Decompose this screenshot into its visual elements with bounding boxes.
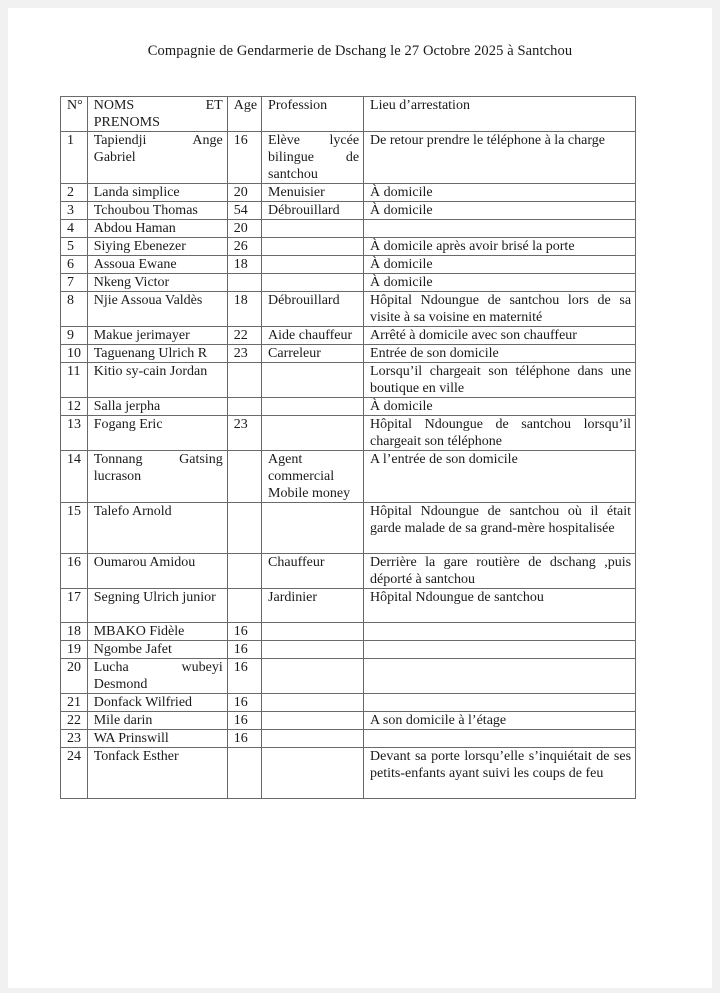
arrest-location: Hôpital Ndoungue de santchou lorsqu’il chargeait son téléphone <box>364 416 636 451</box>
person-profession <box>262 641 364 659</box>
row-number: 13 <box>61 416 88 451</box>
row-number: 7 <box>61 274 88 292</box>
row-number: 20 <box>61 659 88 694</box>
person-age: 26 <box>227 238 261 256</box>
table-row <box>61 503 636 554</box>
row-number: 22 <box>61 712 88 730</box>
person-profession <box>262 274 364 292</box>
person-name: Talefo Arnold <box>87 503 227 554</box>
row-number: 2 <box>61 184 88 202</box>
person-name: Oumarou Amidou <box>87 554 227 589</box>
table-row <box>61 132 636 184</box>
person-name: Segning Ulrich junior <box>87 589 227 623</box>
col-header-location: Lieu d’arrestation <box>364 97 636 132</box>
table-row <box>61 327 636 345</box>
row-number: 8 <box>61 292 88 327</box>
table-row <box>61 451 636 503</box>
person-profession: Débrouillard <box>262 292 364 327</box>
person-age: 20 <box>227 220 261 238</box>
person-profession <box>262 659 364 694</box>
arrest-location <box>364 220 636 238</box>
person-name: MBAKO Fidèle <box>87 623 227 641</box>
table-row <box>61 694 636 712</box>
arrest-location: Arrêté à domicile avec son chauffeur <box>364 327 636 345</box>
person-profession <box>262 220 364 238</box>
arrest-location <box>364 641 636 659</box>
row-number: 18 <box>61 623 88 641</box>
person-name: Taguenang Ulrich R <box>87 345 227 363</box>
row-number: 6 <box>61 256 88 274</box>
person-age: 16 <box>227 641 261 659</box>
person-name: Tonfack Esther <box>87 748 227 799</box>
arrest-location: Devant sa porte lorsqu’elle s’inquiétait de ses petits-enfants ayant suivi les coups de feu <box>364 748 636 799</box>
person-age <box>227 589 261 623</box>
person-age <box>227 398 261 416</box>
person-profession <box>262 503 364 554</box>
person-profession <box>262 238 364 256</box>
arrest-location <box>364 730 636 748</box>
person-profession: Elève lycée bilingue de santchou <box>262 132 364 184</box>
person-age: 23 <box>227 416 261 451</box>
arrest-location: À domicile <box>364 398 636 416</box>
arrest-location: À domicile <box>364 256 636 274</box>
person-age: 54 <box>227 202 261 220</box>
person-profession <box>262 398 364 416</box>
person-age <box>227 451 261 503</box>
person-profession <box>262 416 364 451</box>
person-profession <box>262 748 364 799</box>
row-number: 1 <box>61 132 88 184</box>
person-age: 18 <box>227 292 261 327</box>
row-number: 23 <box>61 730 88 748</box>
col-header-number: N° <box>61 97 88 132</box>
arrest-location: Lorsqu’il chargeait son téléphone dans une boutique en ville <box>364 363 636 398</box>
table-row <box>61 220 636 238</box>
arrest-table <box>60 96 636 799</box>
person-name: Assoua Ewane <box>87 256 227 274</box>
arrest-location: Hôpital Ndoungue de santchou <box>364 589 636 623</box>
table-row <box>61 184 636 202</box>
person-name: Tonnang Gatsing lucrason <box>87 451 227 503</box>
person-age: 20 <box>227 184 261 202</box>
person-age <box>227 503 261 554</box>
table-row <box>61 730 636 748</box>
arrest-location <box>364 659 636 694</box>
arrest-location: À domicile <box>364 274 636 292</box>
person-age: 16 <box>227 712 261 730</box>
person-age: 23 <box>227 345 261 363</box>
person-name: Tchoubou Thomas <box>87 202 227 220</box>
arrest-location: A son domicile à l’étage <box>364 712 636 730</box>
row-number: 10 <box>61 345 88 363</box>
table-row <box>61 345 636 363</box>
person-age: 16 <box>227 132 261 184</box>
table-row <box>61 398 636 416</box>
arrest-location: À domicile <box>364 184 636 202</box>
table-row <box>61 748 636 799</box>
person-age: 16 <box>227 694 261 712</box>
table-row <box>61 292 636 327</box>
table-row <box>61 554 636 589</box>
person-age <box>227 748 261 799</box>
arrest-location <box>364 623 636 641</box>
person-age <box>227 274 261 292</box>
person-name: Donfack Wilfried <box>87 694 227 712</box>
table-header <box>61 97 636 132</box>
person-profession <box>262 694 364 712</box>
row-number: 14 <box>61 451 88 503</box>
table-body <box>61 132 636 799</box>
row-number: 9 <box>61 327 88 345</box>
person-name: Kitio sy-cain Jordan <box>87 363 227 398</box>
row-number: 16 <box>61 554 88 589</box>
table-row <box>61 641 636 659</box>
person-name: Makue jerimayer <box>87 327 227 345</box>
person-name: Tapiendji Ange Gabriel <box>87 132 227 184</box>
person-profession: Débrouillard <box>262 202 364 220</box>
row-number: 15 <box>61 503 88 554</box>
person-age: 18 <box>227 256 261 274</box>
row-number: 12 <box>61 398 88 416</box>
person-name: Ngombe Jafet <box>87 641 227 659</box>
person-name: WA Prinswill <box>87 730 227 748</box>
arrest-location: Hôpital Ndoungue de santchou lors de sa visite à sa voisine en maternité <box>364 292 636 327</box>
document-title: Compagnie de Gendarmerie de Dschang le 27 Octobre 2025 à Santchou <box>147 43 573 59</box>
person-profession: Chauffeur <box>262 554 364 589</box>
person-name: Landa simplice <box>87 184 227 202</box>
person-profession: Aide chauffeur <box>262 327 364 345</box>
row-number: 3 <box>61 202 88 220</box>
person-age: 16 <box>227 659 261 694</box>
header-row <box>61 97 636 132</box>
table-row <box>61 256 636 274</box>
table-row <box>61 238 636 256</box>
table-row <box>61 202 636 220</box>
person-age: 16 <box>227 623 261 641</box>
table-row <box>61 274 636 292</box>
person-name: Salla jerpha <box>87 398 227 416</box>
document-page <box>8 8 712 988</box>
person-name: Abdou Haman <box>87 220 227 238</box>
row-number: 17 <box>61 589 88 623</box>
table-row <box>61 363 636 398</box>
table-row <box>61 589 636 623</box>
person-profession: Menuisier <box>262 184 364 202</box>
row-number: 11 <box>61 363 88 398</box>
arrest-location: A l’entrée de son domicile <box>364 451 636 503</box>
row-number: 19 <box>61 641 88 659</box>
arrest-location: À domicile <box>364 202 636 220</box>
person-age <box>227 363 261 398</box>
person-profession <box>262 363 364 398</box>
person-name: Mile darin <box>87 712 227 730</box>
row-number: 5 <box>61 238 88 256</box>
arrest-location: À domicile après avoir brisé la porte <box>364 238 636 256</box>
arrest-location: De retour prendre le téléphone à la charge <box>364 132 636 184</box>
row-number: 21 <box>61 694 88 712</box>
arrest-location: Hôpital Ndoungue de santchou où il était garde malade de sa grand-mère hospitalisée <box>364 503 636 554</box>
row-number: 24 <box>61 748 88 799</box>
person-profession: Agent commercial Mobile money <box>262 451 364 503</box>
person-age: 16 <box>227 730 261 748</box>
col-header-age: Age <box>227 97 261 132</box>
person-profession <box>262 730 364 748</box>
person-name: Fogang Eric <box>87 416 227 451</box>
table-row <box>61 416 636 451</box>
person-name: Lucha wubeyi Desmond <box>87 659 227 694</box>
arrest-location: Derrière la gare routière de dschang ,puis déporté à santchou <box>364 554 636 589</box>
table-row <box>61 659 636 694</box>
table-row <box>61 623 636 641</box>
col-header-profession: Profession <box>262 97 364 132</box>
person-name: Njie Assoua Valdès <box>87 292 227 327</box>
table-row <box>61 712 636 730</box>
col-header-name: NOMS ET PRENOMS <box>87 97 227 132</box>
person-age: 22 <box>227 327 261 345</box>
person-profession: Jardinier <box>262 589 364 623</box>
arrest-location: Entrée de son domicile <box>364 345 636 363</box>
person-profession <box>262 712 364 730</box>
person-profession <box>262 623 364 641</box>
arrest-location <box>364 694 636 712</box>
person-profession: Carreleur <box>262 345 364 363</box>
person-age <box>227 554 261 589</box>
person-name: Nkeng Victor <box>87 274 227 292</box>
person-profession <box>262 256 364 274</box>
row-number: 4 <box>61 220 88 238</box>
person-name: Siying Ebenezer <box>87 238 227 256</box>
